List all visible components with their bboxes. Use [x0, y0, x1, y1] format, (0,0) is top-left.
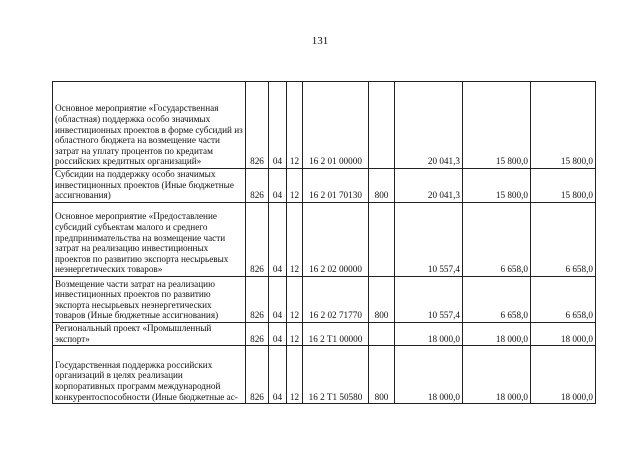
- sum-year-2: 18 000,0: [463, 346, 531, 404]
- page-number: 131: [311, 35, 329, 47]
- ministry-code: 826: [246, 203, 269, 277]
- subsection-code: 12: [287, 277, 303, 323]
- budget-table: [52, 81, 596, 404]
- ministry-code: 826: [246, 277, 269, 323]
- row-name: Региональный проект «Промышленный экспорт»: [53, 323, 246, 346]
- row-name: Основное мероприятие «Государственная (областная) поддержка особо значимых инвестиционных проектов в форме субсидий из областного бюджета на возмещение части затрат на уплату процентов по кредитам российских кредитных организаций»: [53, 82, 246, 169]
- sum-year-1: 20 041,3: [395, 169, 463, 203]
- section-code: 04: [269, 277, 287, 323]
- section-code: 04: [269, 203, 287, 277]
- sum-year-3: 6 658,0: [531, 203, 596, 277]
- section-code: 04: [269, 323, 287, 346]
- sum-year-3: 18 000,0: [531, 346, 596, 404]
- row-name: Возмещение части затрат на реализацию инвестиционных проектов по развитию экспорта несырьевых неэнергетических товаров (Иные бюджетные ассигнования): [53, 277, 246, 323]
- sum-year-1: 18 000,0: [395, 323, 463, 346]
- row-name: Основное мероприятие «Предоставление субсидий субъектам малого и среднего предпринимательства на возмещение части затрат на реализацию инвестиционных проектов по развитию экспорта несырьевых неэнергетических товаров»: [53, 203, 246, 277]
- expense-type: [369, 82, 395, 169]
- section-code: 04: [269, 169, 287, 203]
- sum-year-2: 15 800,0: [463, 169, 531, 203]
- expense-type: [369, 203, 395, 277]
- subsection-code: 12: [287, 169, 303, 203]
- subsection-code: 12: [287, 346, 303, 404]
- sum-year-1: 18 000,0: [395, 346, 463, 404]
- expense-type: 800: [369, 277, 395, 323]
- table-row: [53, 277, 596, 323]
- table-row: [53, 346, 596, 404]
- section-code: 04: [269, 346, 287, 404]
- sum-year-2: 15 800,0: [463, 82, 531, 169]
- expense-type: 800: [369, 346, 395, 404]
- ministry-code: 826: [246, 82, 269, 169]
- expense-type: 800: [369, 169, 395, 203]
- subsection-code: 12: [287, 203, 303, 277]
- sum-year-1: 10 557,4: [395, 203, 463, 277]
- target-article: 16 2 01 70130: [303, 169, 369, 203]
- target-article: 16 2 T1 50580: [303, 346, 369, 404]
- table-row: [53, 203, 596, 277]
- sum-year-2: 6 658,0: [463, 277, 531, 323]
- section-code: 04: [269, 82, 287, 169]
- subsection-code: 12: [287, 323, 303, 346]
- table-row: [53, 323, 596, 346]
- expense-type: [369, 323, 395, 346]
- ministry-code: 826: [246, 346, 269, 404]
- sum-year-1: 20 041,3: [395, 82, 463, 169]
- ministry-code: 826: [246, 323, 269, 346]
- sum-year-2: 18 000,0: [463, 323, 531, 346]
- sum-year-3: 18 000,0: [531, 323, 596, 346]
- row-name: Государственная поддержка российских организаций в целях реализации корпоративных программ международной конкурентоспособности (Иные бюджетные ас-: [53, 346, 246, 404]
- target-article: 16 2 T1 00000: [303, 323, 369, 346]
- row-name: Субсидии на поддержку особо значимых инвестиционных проектов (Иные бюджетные ассигнования): [53, 169, 246, 203]
- target-article: 16 2 01 00000: [303, 82, 369, 169]
- target-article: 16 2 02 00000: [303, 203, 369, 277]
- sum-year-3: 15 800,0: [531, 169, 596, 203]
- sum-year-3: 6 658,0: [531, 277, 596, 323]
- ministry-code: 826: [246, 169, 269, 203]
- sum-year-3: 15 800,0: [531, 82, 596, 169]
- sum-year-2: 6 658,0: [463, 203, 531, 277]
- subsection-code: 12: [287, 82, 303, 169]
- table-row: [53, 169, 596, 203]
- target-article: 16 2 02 71770: [303, 277, 369, 323]
- sum-year-1: 10 557,4: [395, 277, 463, 323]
- table-row: [53, 82, 596, 169]
